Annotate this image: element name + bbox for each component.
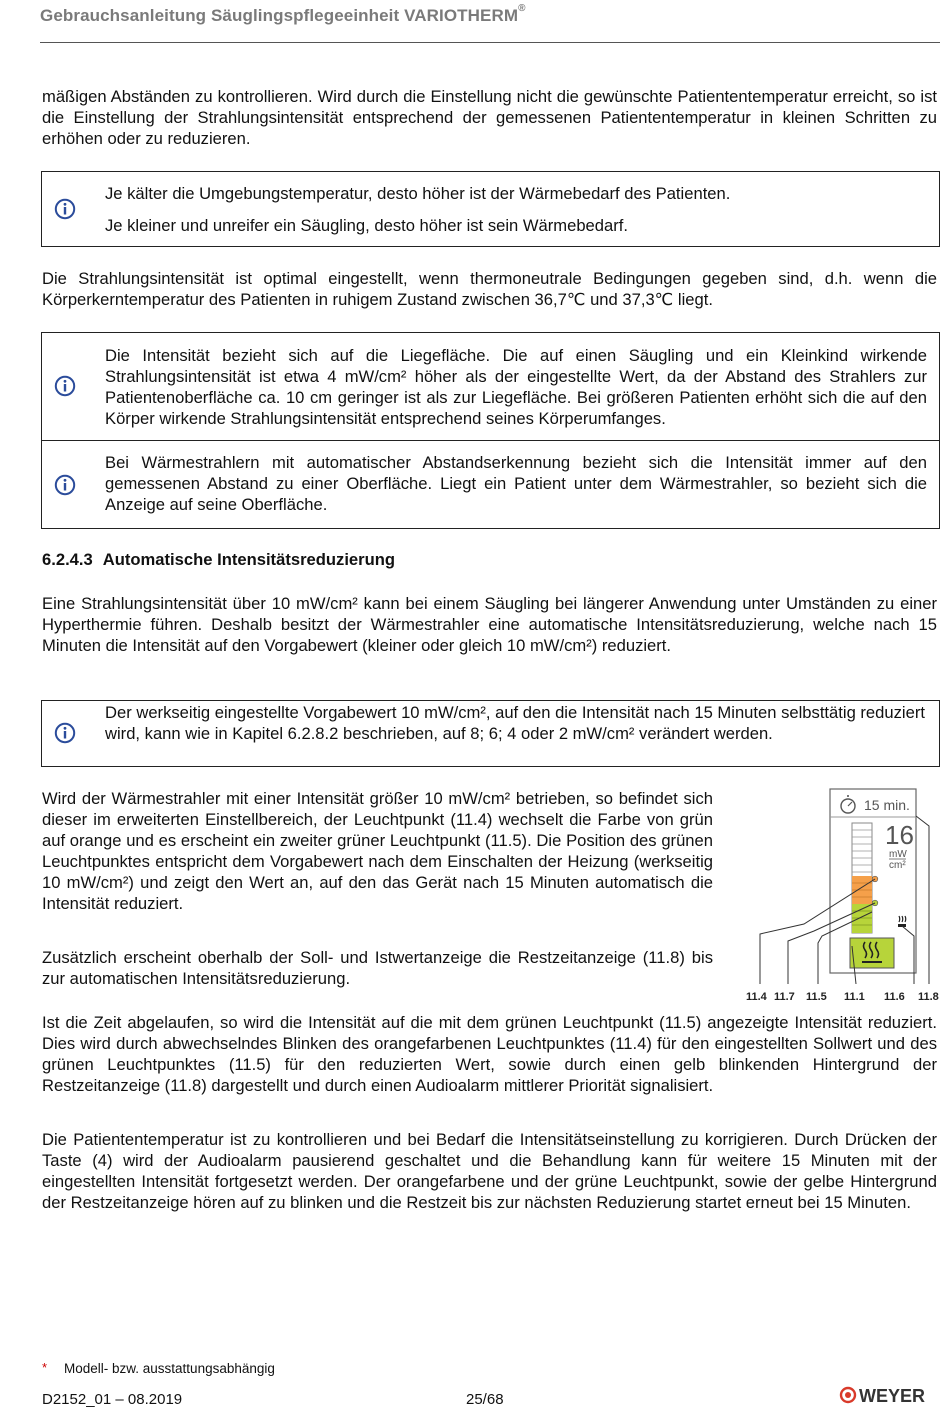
- callout-label: 11.5: [806, 991, 827, 1003]
- weyer-logo: [838, 1383, 938, 1407]
- header-title-text: Gebrauchsanleitung Säuglingspflegeeinheit VARIOTHERM: [40, 6, 519, 25]
- section-title: Automatische Intensitätsreduzierung: [102, 550, 396, 569]
- brand-name: WEYER: [859, 1386, 926, 1406]
- note-line-ambient-temperature: Je kälter die Umgebungstemperatur, desto höher ist der Wärmebedarf des Patienten.: [105, 184, 731, 203]
- registered-mark: ®: [518, 3, 526, 15]
- info-icon: [54, 722, 76, 744]
- normal-range-green: [852, 904, 872, 933]
- note-text-distance-detection: Bei Wärmestrahlern mit automatischer Abstandserkennung bezieht sich die Intensität immer auf den gemessenen Abstand zu einer Oberfläche. Liegt ein Patient unter dem Wärmestrahler, so bezieht sich die Anzeige auf seine Oberfläche.: [105, 453, 927, 514]
- callout-label: 11.6: [884, 991, 905, 1003]
- paragraph-remaining-time: Zusätzlich erscheint oberhalb der Soll- und Istwertanzeige die Restzeitanzeige (11.8) bis zur automatischen Intensitätsreduzierung.: [42, 948, 713, 988]
- info-icon: [54, 198, 76, 220]
- info-icon: [54, 375, 76, 397]
- callout-label: 11.8: [918, 991, 939, 1003]
- info-note-row: [42, 701, 939, 765]
- paragraph-time-elapsed: Ist die Zeit abgelaufen, so wird die Intensität auf die mit dem grünen Leuchtpunkt (11.5) angezeigte Intensität reduziert. Dies wird durch abwechselndes Blinken des orangefarbenen Leuchtpunktes (11.4) für den eingestellten Sollwert und des grünen Leuchtpunktes (11.5) für den reduzierten Wert, sowie durch einen gelb blinkenden Hintergrund der Restzeitanzeige (11.8) dargestellt und durch einen Audioalarm mittlerer Priorität signalisiert.: [42, 1013, 937, 1095]
- note-text-lying-surface: Die Intensität bezieht sich auf die Liegefläche. Die auf einen Säugling und ein Kleinkind wirkende Strahlungsintensität ist etwa 4 mW/cm² höher als der eingestellte Wert, da der Abstand des Strahlers zur Patientenoberfläche ca. 10 cm geringer ist als zur Liegefläche. Bei größeren Patienten erhöht sich die auf den Körper wirkende Strahlungsintensität entsprechend seines Körperumfanges.: [105, 346, 927, 428]
- note-text-default-value: Der werkseitig eingestellte Vorgabewert 10 mW/cm², auf den die Intensität nach 15 Minuten selbsttätig reduziert wird, kann wie in Kapitel 6.2.8.2 beschrieben, auf 8; 6; 4 oder 2 mW/cm² verändert werden.: [105, 703, 925, 743]
- paragraph-hyperthermia-risk: Eine Strahlungsintensität über 10 mW/cm² kann bei einem Säugling bei längerer Anwendung unter Umständen zu einer Hyperthermie führen. Deshalb besitzt der Wärmestrahler eine automatische Intensitätsreduzierung, welche nach 15 Minuten die Intensität auf den Vorgabewert (kleiner oder gleich 10 mW/cm²) reduziert.: [42, 594, 937, 655]
- info-note-row: [42, 440, 939, 527]
- section-heading: [42, 550, 395, 570]
- info-icon: [54, 474, 76, 496]
- setpoint-value: 16: [885, 820, 914, 850]
- paragraph-check-temperature: Die Patiententemperatur ist zu kontrollieren und bei Bedarf die Intensitätseinstellung zu korrigieren. Durch Drücken der Taste (4) wird der Audioalarm pausierend geschaltet und die Behandlung kann für weitere 15 Minuten mit der eingestellten Intensität fortgesetzt werden. Der orangefarbene und der grüne Leuchtpunkt, sowie der gelbe Hintergrund der Restzeitanzeige hören auf zu blinken und die Restzeit bis zur nächsten Reduzierung startet erneut bei 15 Minuten.: [42, 1130, 937, 1212]
- callout-label: 11.1: [844, 991, 865, 1003]
- callout-label: 11.7: [774, 991, 795, 1003]
- footnote-text: Modell- bzw. ausstattungsabhängig: [64, 1361, 275, 1376]
- footnote-marker: *: [42, 1360, 48, 1375]
- page-number: 25/68: [466, 1391, 504, 1408]
- info-note-intensity-reference: [41, 332, 940, 529]
- paragraph-optimal-intensity: Die Strahlungsintensität ist optimal eingestellt, wenn thermoneutrale Bedingungen gegeben sind, d.h. wenn die Körperkerntemperatur des Patienten in ruhigem Zustand zwischen 36,7℃ und 37,3℃ liegt.: [42, 269, 937, 309]
- unit-denominator: cm²: [889, 860, 906, 871]
- note-line-infant-size: Je kleiner und unreifer ein Säugling, desto höher ist sein Wärmebedarf.: [105, 216, 628, 235]
- section-number: 6.2.4.3: [42, 550, 93, 569]
- header-title: [40, 3, 526, 26]
- paragraph-intensity-adjustment: mäßigen Abständen zu kontrollieren. Wird durch die Einstellung nicht die gewünschte Patiententemperatur erreicht, so ist die Einstellung der Strahlungsintensität entsprechend der gemessenen Patiententemperatur in kleinen Schritten zu erhöhen oder zu reduzieren.: [42, 87, 937, 148]
- paragraph-extended-range: Wird der Wärmestrahler mit einer Intensität größer 10 mW/cm² betrieben, so befindet sich dieser im erweiterten Einstellbereich, der Leuchtpunkt (11.4) wechselt die Farbe von grün auf orange und es erscheint ein zweiter grüner Leuchtpunkt (11.5). Die Position des grünen Leuchtpunktes entspricht dem Vorgabewert nach dem Einschalten der Heizung (werkseitig 10 mW/cm²) und zeigt den Wert an, auf den das Gerät nach 15 Minuten automatisch die Intensität reduziert.: [42, 789, 713, 913]
- unit-numerator: mW: [889, 849, 907, 860]
- info-note-row: [42, 333, 939, 440]
- timer-text: 15 min.: [864, 797, 910, 813]
- info-note-heat-demand: [41, 171, 940, 247]
- document-code: D2152_01 – 08.2019: [42, 1391, 183, 1408]
- info-note-default-value: [41, 700, 940, 767]
- callout-label: 11.4: [746, 991, 767, 1003]
- info-note-row: [42, 172, 939, 245]
- header-divider: [40, 42, 940, 43]
- display-panel-figure: [744, 786, 944, 1006]
